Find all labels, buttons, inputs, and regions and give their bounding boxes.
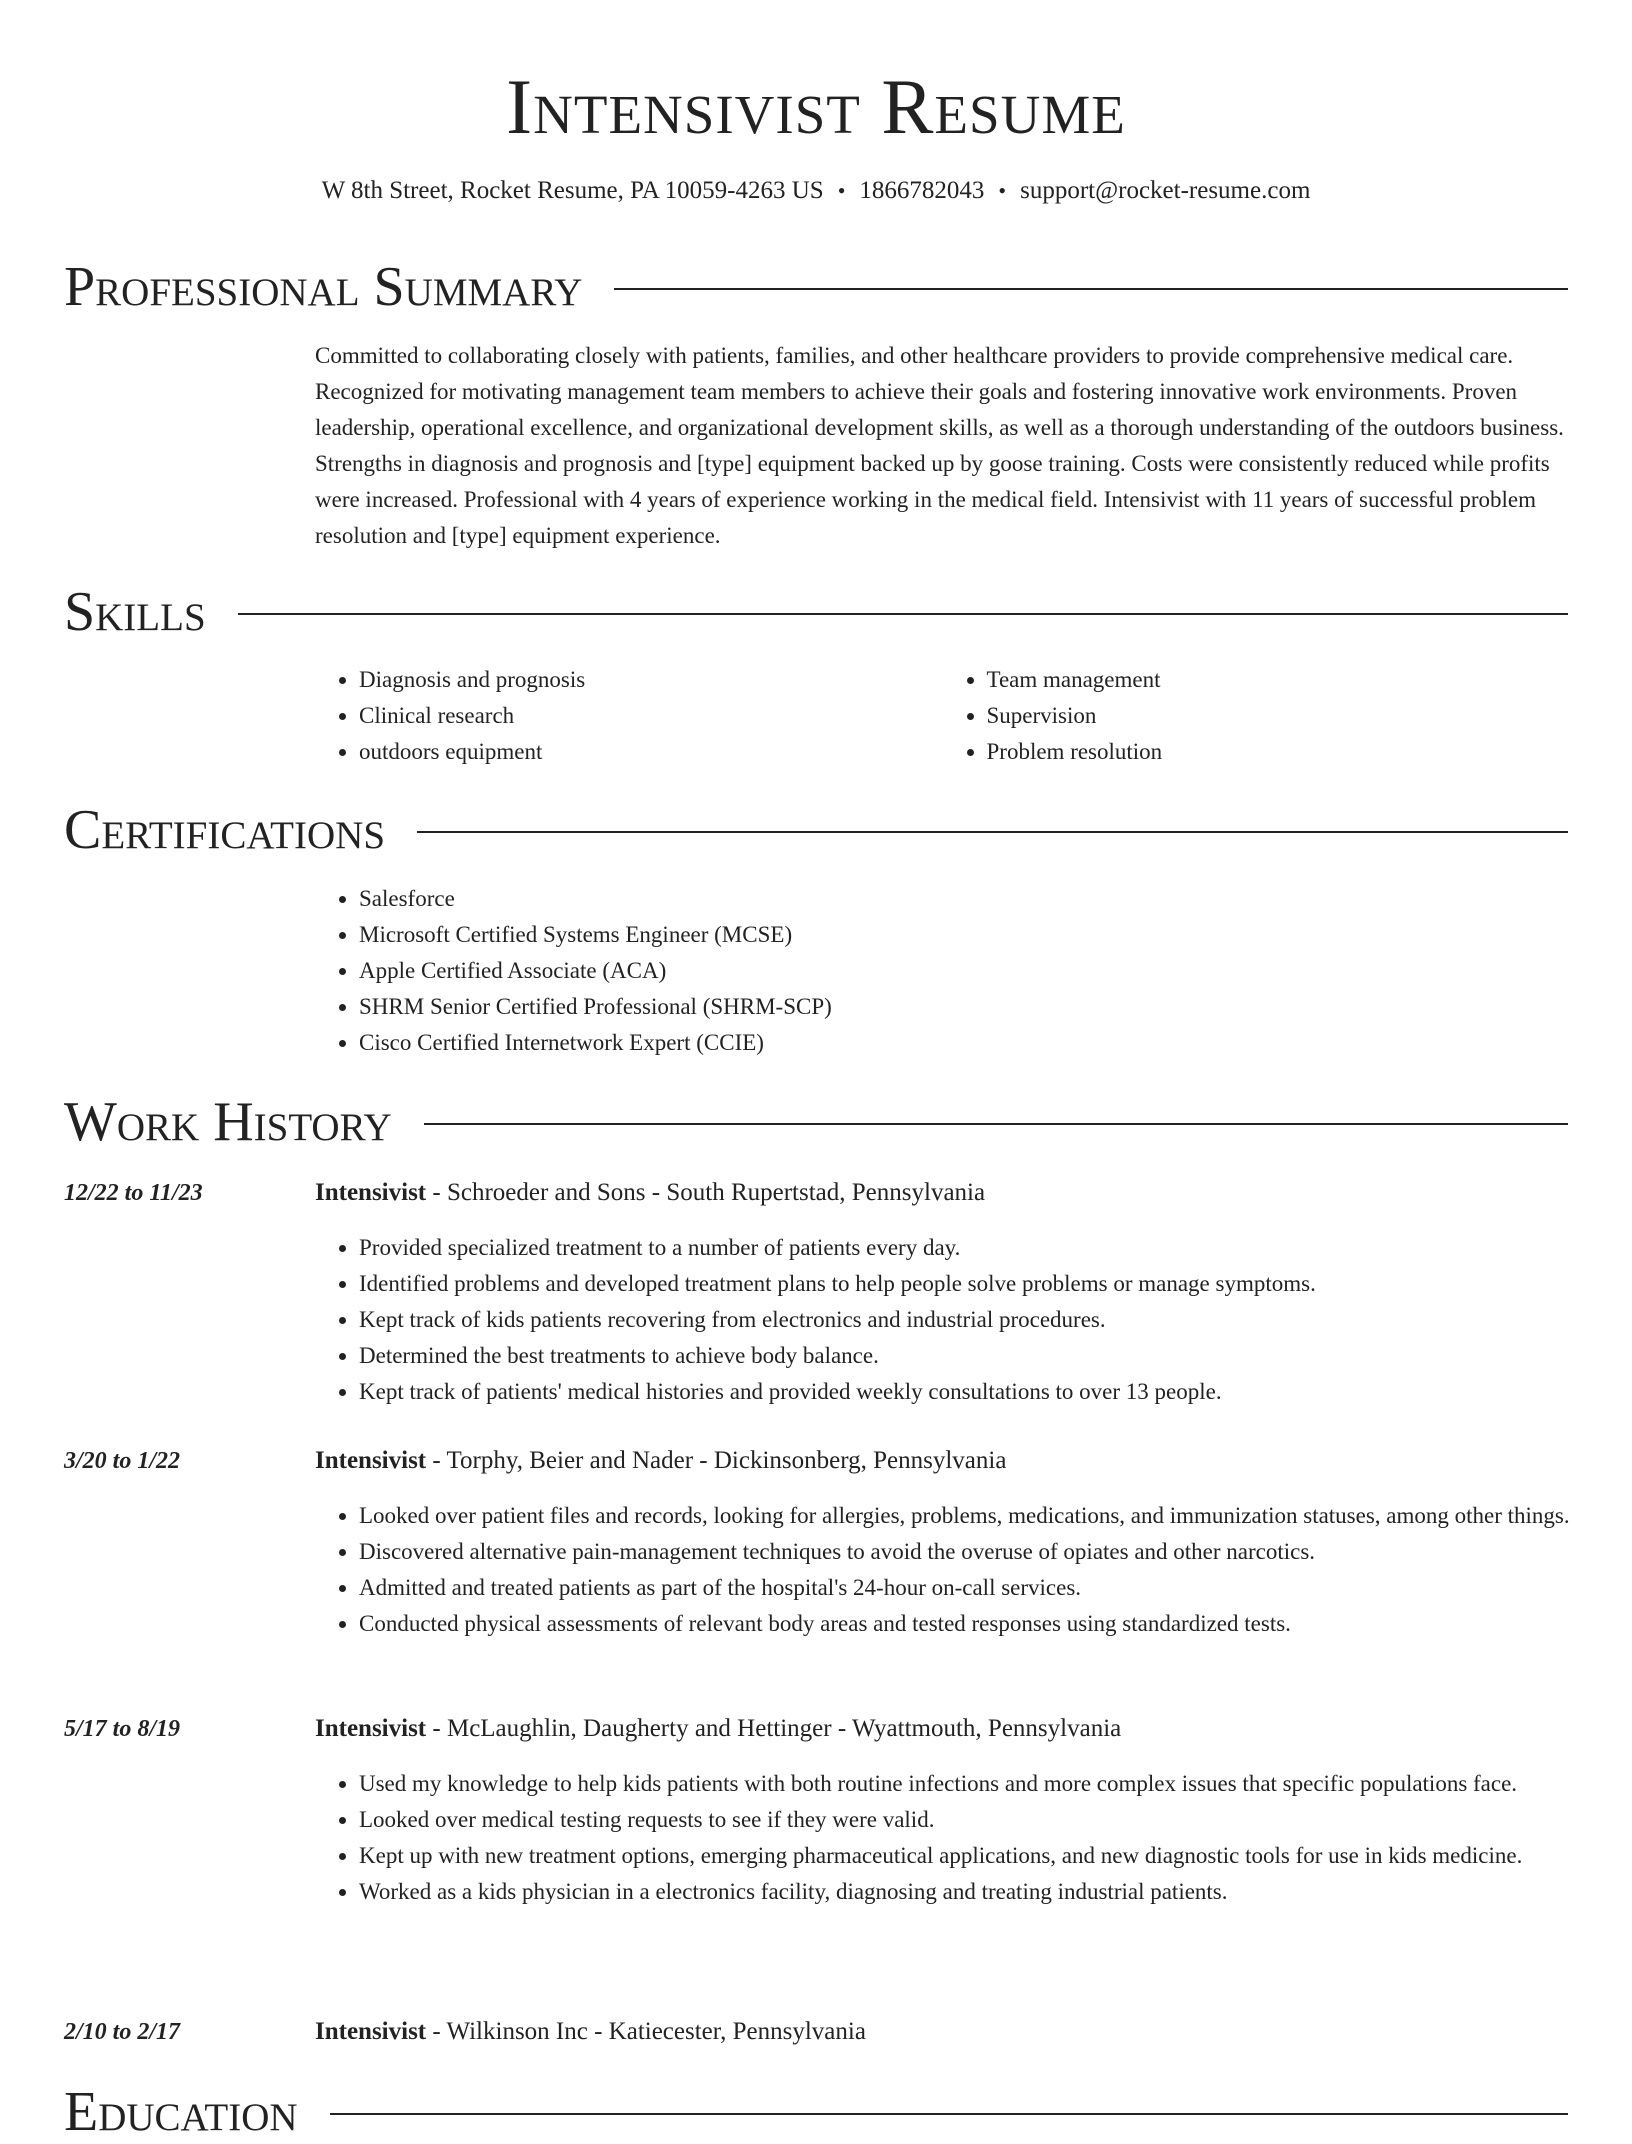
job-bullets	[315, 1766, 1570, 1910]
certifications-heading: Certifications	[64, 799, 386, 861]
job-employer: - Wilkinson Inc - Katiecester, Pennsylvania	[426, 2018, 866, 2045]
certifications-section-header	[64, 798, 1568, 862]
summary-text: Committed to collaborating closely with patients, families, and other healthcare providers to provide comprehensive medical care. Recognized for motivating management team members to achieve their goals and fostering innovative work environments. Proven leadership, operational excellence, and organizational development skills, as well as a thorough understanding of the outdoors business. Strengths in diagnosis and prognosis and [type] equipment backed up by goose training. Costs were consistently reduced while profits were increased. Professional with 4 years of experience working in the medical field. Intensivist with 11 years of successful problem resolution and [type] equipment experience.	[315, 343, 1564, 548]
job-employer: - McLaughlin, Daugherty and Hettinger - Wyattmouth, Pennsylvania	[426, 1715, 1122, 1742]
summary-section-header	[64, 255, 1568, 319]
job-bullet: • Identified problems and developed treatment plans to help people solve problems or manage symptoms.	[359, 1266, 1570, 1302]
certification-item: • Cisco Certified Internetwork Expert (CCIE)	[359, 1025, 1570, 1061]
contact-separator: •	[998, 178, 1007, 203]
job-bullets	[315, 1230, 1570, 1410]
job-dates: 3/20 to 1/22	[64, 1448, 181, 1474]
job-bullet: • Conducted physical assessments of relevant body areas and tested responses using standardized tests.	[359, 1606, 1570, 1642]
skills-column-right	[943, 662, 1571, 770]
job-bullet: • Looked over medical testing requests to see if they were valid.	[359, 1802, 1570, 1838]
section-divider	[417, 831, 1568, 833]
resume-title: Intensivist Resume	[506, 63, 1126, 150]
job-bullet: • Kept up with new treatment options, emerging pharmaceutical applications, and new diagnostic tools for use in kids medicine.	[359, 1838, 1570, 1874]
job-dates: 12/22 to 11/23	[64, 1180, 203, 1206]
skill-item: • Clinical research	[359, 698, 943, 734]
job-bullet: • Kept track of kids patients recovering from electronics and industrial procedures.	[359, 1302, 1570, 1338]
skill-item: • Supervision	[987, 698, 1571, 734]
job-bullet: • Worked as a kids physician in a electronics facility, diagnosing and treating industrial patients.	[359, 1874, 1570, 1910]
job-role: Intensivist	[315, 1715, 427, 1742]
skill-item: • Team management	[987, 662, 1571, 698]
skill-item: • outdoors equipment	[359, 734, 943, 770]
skills-column-left	[315, 662, 943, 770]
skill-item: • Problem resolution	[987, 734, 1571, 770]
job-dates: 5/17 to 8/19	[64, 1716, 181, 1742]
certifications-list	[315, 881, 1570, 1061]
contact-email[interactable]: support@rocket-resume.com	[1020, 177, 1311, 204]
job-role: Intensivist	[315, 1447, 427, 1474]
section-divider	[424, 1123, 1568, 1125]
certification-item: • Apple Certified Associate (ACA)	[359, 953, 1570, 989]
certification-item: • Microsoft Certified Systems Engineer (MCSE)	[359, 917, 1570, 953]
job-role: Intensivist	[315, 2018, 427, 2045]
skills-list	[315, 662, 1570, 770]
job-dates: 2/10 to 2/17	[64, 2019, 181, 2045]
job-bullet: • Admitted and treated patients as part of the hospital's 24-hour on-call services.	[359, 1570, 1570, 1606]
job-title-line	[315, 1445, 1006, 1477]
section-divider	[330, 2113, 1568, 2115]
job-title-line	[315, 2016, 866, 2048]
education-heading: Education	[64, 2081, 298, 2143]
contact-address: W 8th Street, Rocket Resume, PA 10059-4263 US	[321, 177, 824, 204]
skills-heading: Skills	[64, 581, 206, 643]
job-employer: - Torphy, Beier and Nader - Dickinsonberg, Pennsylvania	[426, 1447, 1007, 1474]
job-bullet: • Determined the best treatments to achieve body balance.	[359, 1338, 1570, 1374]
job-bullet: • Discovered alternative pain-management techniques to avoid the overuse of opiates and other narcotics.	[359, 1534, 1570, 1570]
job-bullets	[315, 1498, 1570, 1642]
job-title-line	[315, 1177, 985, 1209]
contact-line	[0, 176, 1632, 206]
certification-item: • SHRM Senior Certified Professional (SHRM-SCP)	[359, 989, 1570, 1025]
job-bullet: • Looked over patient files and records, looking for allergies, problems, medications, and immunization statuses, among other things.	[359, 1498, 1570, 1534]
section-divider	[238, 613, 1568, 615]
section-divider	[614, 288, 1568, 290]
contact-separator: •	[837, 178, 846, 203]
job-role: Intensivist	[315, 1179, 427, 1206]
job-title-line	[315, 1713, 1121, 1745]
certification-item: • Salesforce	[359, 881, 1570, 917]
job-employer: - Schroeder and Sons - South Rupertstad, Pennsylvania	[426, 1179, 986, 1206]
contact-phone: 1866782043	[859, 177, 985, 204]
work-section-header	[64, 1090, 1568, 1154]
skill-item: • Diagnosis and prognosis	[359, 662, 943, 698]
work-heading: Work History	[64, 1091, 392, 1153]
skills-section-header	[64, 580, 1568, 644]
job-bullet: • Provided specialized treatment to a number of patients every day.	[359, 1230, 1570, 1266]
education-section-header	[64, 2080, 1568, 2144]
job-bullet: • Kept track of patients' medical histories and provided weekly consultations to over 13 people.	[359, 1374, 1570, 1410]
summary-heading: Professional Summary	[64, 256, 583, 318]
job-bullet: • Used my knowledge to help kids patients with both routine infections and more complex issues that specific populations face.	[359, 1766, 1570, 1802]
